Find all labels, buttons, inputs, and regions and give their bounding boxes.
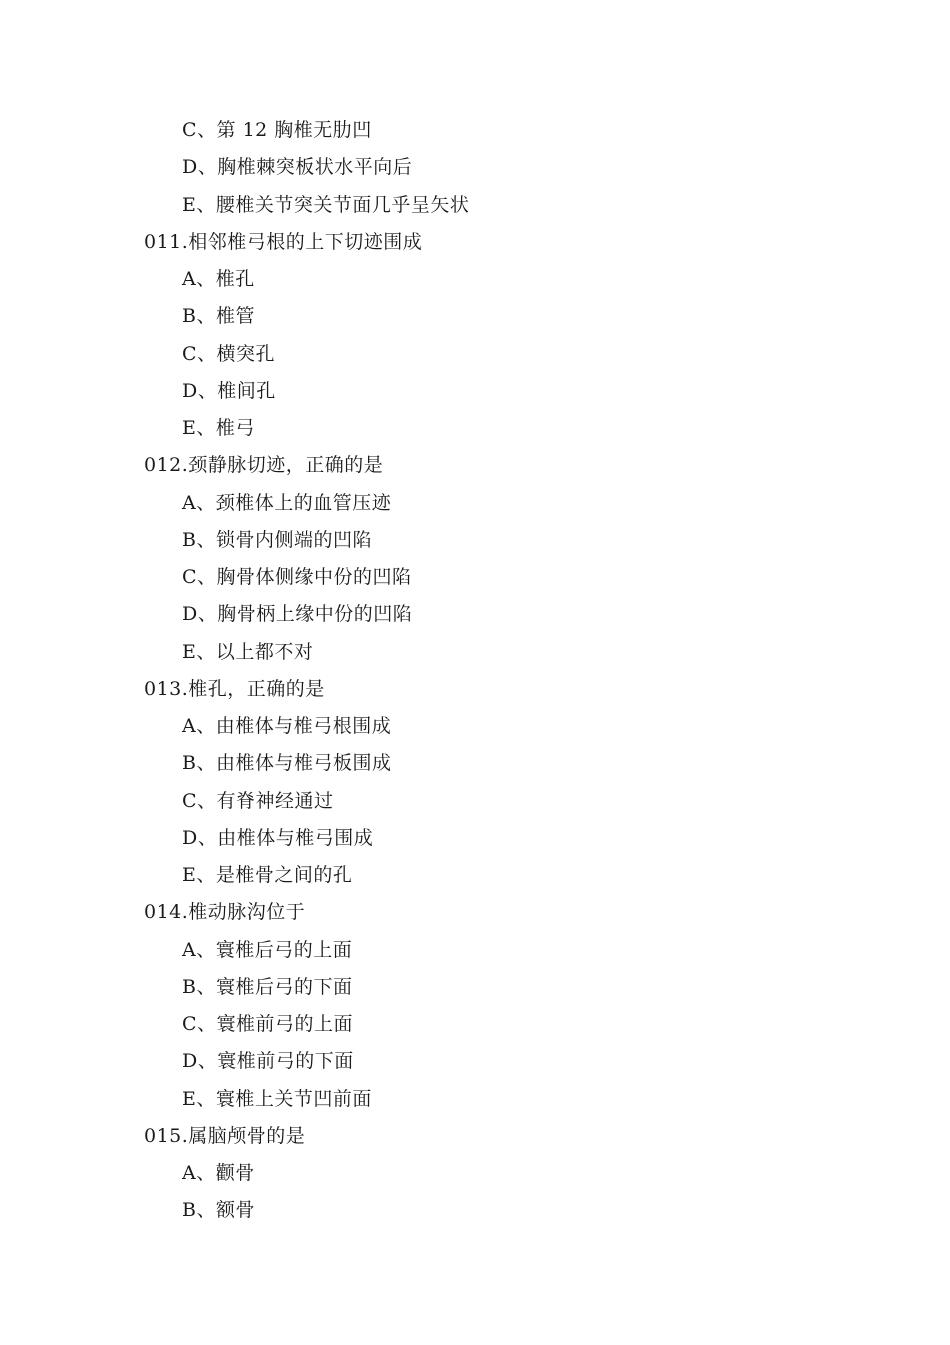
option-line: C、寰椎前弓的上面 <box>182 1013 354 1035</box>
option-line: A、颧骨 <box>182 1162 255 1184</box>
option-line: C、第 12 胸椎无肋凹 <box>182 119 372 141</box>
option-line: A、寰椎后弓的上面 <box>182 938 353 961</box>
option-line: B、额骨 <box>182 1199 255 1222</box>
option-line: E、椎弓 <box>182 417 255 439</box>
question-line: 014.椎动脉沟位于 <box>144 901 306 924</box>
question-line: 011.相邻椎弓根的上下切迹围成 <box>144 230 423 253</box>
option-line: B、寰椎后弓的下面 <box>182 975 353 998</box>
option-line: B、椎管 <box>182 305 255 328</box>
question-line: 015.属脑颅骨的是 <box>144 1124 306 1147</box>
option-line: C、有脊神经通过 <box>182 789 334 812</box>
option-line: D、胸骨柄上缘中份的凹陷 <box>182 603 413 626</box>
option-line: D、寰椎前弓的下面 <box>182 1050 354 1073</box>
option-line: C、横突孔 <box>182 342 276 365</box>
option-line: E、寰椎上关节凹前面 <box>182 1087 372 1110</box>
option-line: E、腰椎关节突关节面几乎呈矢状 <box>182 193 470 216</box>
option-line: A、颈椎体上的血管压迹 <box>182 491 392 514</box>
option-line: D、椎间孔 <box>182 379 276 402</box>
option-line: D、由椎体与椎弓围成 <box>182 826 374 849</box>
option-line: A、椎孔 <box>182 268 255 290</box>
option-line: B、由椎体与椎弓板围成 <box>182 752 392 775</box>
option-line: E、是椎骨之间的孔 <box>182 864 353 886</box>
option-line: C、胸骨体侧缘中份的凹陷 <box>182 566 412 588</box>
option-line: D、胸椎棘突板状水平向后 <box>182 156 413 179</box>
question-line: 012.颈静脉切迹，正确的是 <box>144 454 384 477</box>
option-line: A、由椎体与椎弓根围成 <box>182 715 392 737</box>
option-line: B、锁骨内侧端的凹陷 <box>182 528 372 551</box>
question-line: 013.椎孔，正确的是 <box>144 677 325 700</box>
document-page <box>0 112 950 1230</box>
option-line: E、以上都不对 <box>182 640 314 663</box>
